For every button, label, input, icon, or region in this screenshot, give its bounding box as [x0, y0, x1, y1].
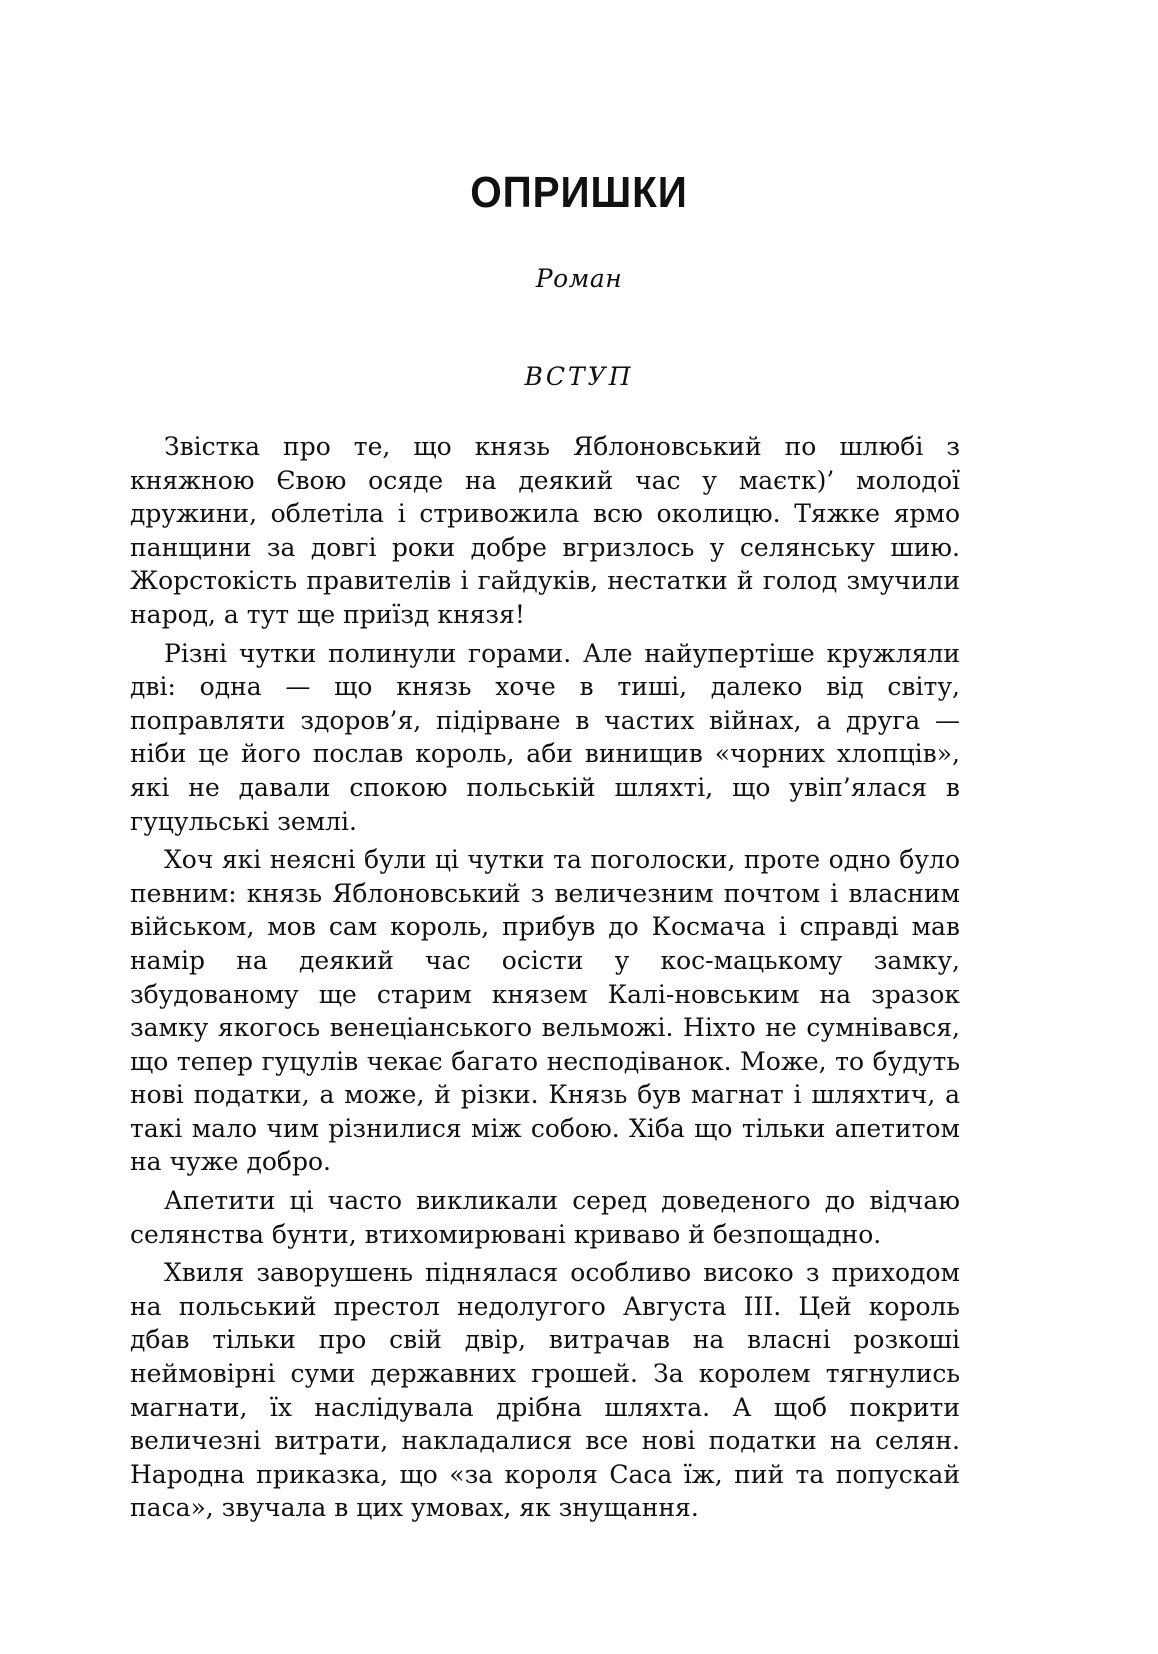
book-title: ОПРИШКИ: [470, 168, 688, 217]
paragraph-5: Хвиля заворушень піднялася особливо високо з приходом на польський престол недолугого Августа III. Цей король дбав тільки про свій двір, витрачав на власні розкоші неймовірні суми державних грошей. За королем тягнулись магнати, їх наслідувала дрібна шляхта. А щоб покрити величезні витрати, накладалися все нові податки на селян. Народна приказка, що «за короля Саса їж, пий та попускай паса», звучала в цих умовах, як знущання.: [130, 1258, 960, 1523]
paragraph-2: Різні чутки полинули горами. Але найупертіше кружляли дві: одна — що князь хоче в тиші, далеко від світу, поправляти здоров’я, підірване в частих війнах, а друга — ніби це його послав король, аби винищив «чорних хлопців», які не давали спокою польській шляхті, що увіп’ялася в гуцульські землі.: [130, 638, 960, 836]
paragraph-1: Звістка про те, що князь Яблоновський по шлюбі з княжною Євою осяде на деякий час у маєтк)’ молодої дружини, облетіла і стривожила всю околицю. Тяжке ярмо панщини за довгі роки добре вгризлось у селянську шию. Жорстокість правителів і гайдуків, нестатки й голод змучили народ, а тут ще приїзд князя!: [130, 432, 960, 629]
paragraph-3: Хоч які неясні були ці чутки та поголоски, проте одно було певним: князь Яблоновський з величезним почтом і власним військом, мов сам король, прибув до Космача і справді мав намір на деякий час осісти у кос-мацькому замку, збудованому ще старим князем Калі-новським на зразок замку якогось венеціанського вельможі. Ніхто не сумнівався, що тепер гуцулів чекає багато несподіванок. Може, то будуть нові податки, а може, й різки. Князь був магнат і шляхтич, а такі мало чим різнилися між собою. Хіба що тільки апетитом на чуже добро.: [130, 845, 960, 1177]
book-subtitle: Роман: [535, 264, 623, 293]
body-text: [130, 430, 960, 1530]
section-heading: ВСТУП: [524, 362, 634, 391]
paragraph-4: Апетити ці часто викликали серед доведеного до відчаю селянства бунти, втихомирювані криваво й безпощадно.: [130, 1186, 960, 1249]
